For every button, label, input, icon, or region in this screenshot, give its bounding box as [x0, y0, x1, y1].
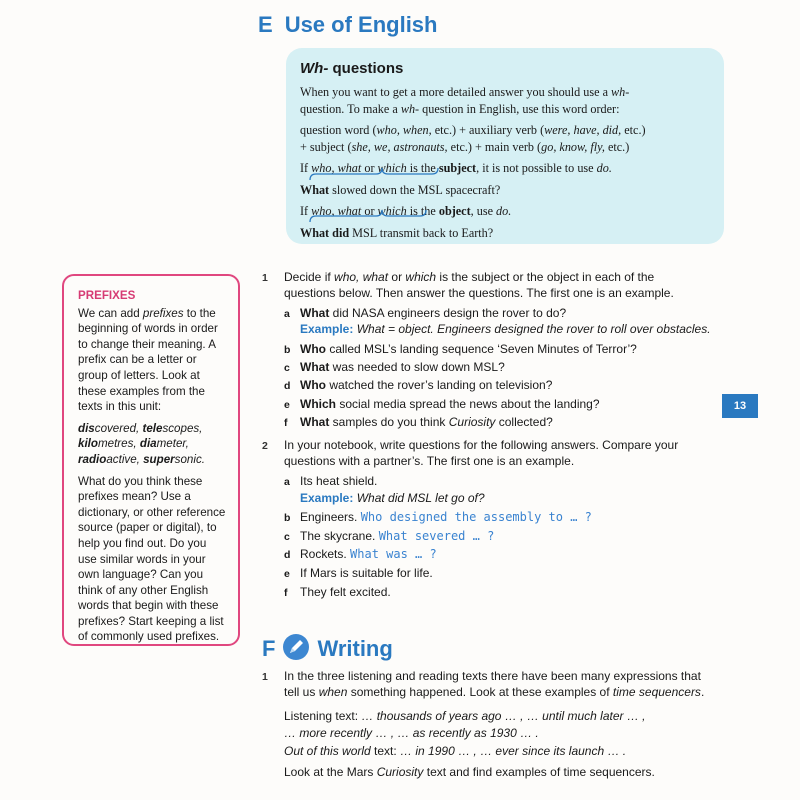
- exercise-item: d Rockets. What was … ?: [284, 547, 437, 561]
- exercise-item: f They felt excited.: [284, 585, 391, 599]
- object-rule: If who, what or which is the object, use do.: [300, 204, 512, 218]
- exercise-2-instructions: In your notebook, write questions for the following answers. Compare your questions with a partner’s. The first one is an example.: [284, 438, 679, 468]
- section-e-heading: [258, 12, 437, 38]
- exercise-item: e Which social media spread the news about the landing?: [284, 397, 600, 411]
- word-order-rule: question word (who, when, etc.) + auxiliary verb (were, have, did, etc.) + subject (she, we, astronauts, etc.) + main verb (go, know, fly, etc.): [300, 123, 646, 154]
- exercise-item: b Who called MSL’s landing sequence ‘Seven Minutes of Terror’?: [284, 342, 637, 356]
- exercise-number: 2: [262, 440, 268, 452]
- time-sequencer-examples: … more recently … , … as recently as 1930 … .: [284, 726, 539, 740]
- page-number-tab: 13: [722, 394, 758, 418]
- time-sequencer-examples: Listening text: … thousands of years ago … , … until much later … ,: [284, 709, 646, 723]
- example-answer: Example: What = object. Engineers designed the rover to roll over obstacles.: [300, 322, 711, 336]
- bracket-connectors: [286, 48, 724, 244]
- grammar-title: Wh- questions: [300, 60, 404, 77]
- prefixes-title: PREFIXES: [78, 289, 136, 302]
- section-letter: F: [262, 636, 276, 661]
- exercise-item: c The skycrane. What severed … ?: [284, 529, 495, 543]
- grammar-text: When you want to get a more detailed answer you should use a wh- question. To make a wh- question in English, use this word order:: [300, 85, 630, 116]
- handwritten-answer: Who designed the assembly to … ?: [360, 510, 592, 524]
- exercise-item: c What was needed to slow down MSL?: [284, 360, 505, 374]
- exercise-item: a What did NASA engineers design the rover to do?: [284, 306, 567, 320]
- exercise-item: b Engineers. Who designed the assembly to … ?: [284, 510, 592, 524]
- prefixes-examples: discovered, telescopes, kilometres, diameter, radioactive, supersonic.: [78, 421, 205, 466]
- exercise-item: a Its heat shield.: [284, 474, 378, 488]
- exercise-item: d Who watched the rover’s landing on television?: [284, 378, 553, 392]
- pen-icon: [283, 634, 309, 660]
- time-sequencer-examples: Out of this world text: … in 1990 … , … ever since its launch … .: [284, 744, 627, 758]
- handwritten-answer: What severed … ?: [378, 529, 495, 543]
- section-title: Writing: [317, 636, 393, 661]
- exercise-1-instructions: Decide if who, what or which is the subject or the object in each of the questions below. Then answer the questions. The first one is an example.: [284, 270, 674, 300]
- section-letter: E: [258, 12, 273, 37]
- handwritten-answer: What was … ?: [350, 547, 437, 561]
- writing-instructions: In the three listening and reading texts there have been many expressions that tell us when something happened. Look at these examples of time sequencers.: [284, 669, 705, 699]
- prefixes-intro: We can add prefixes to the beginning of words in order to change their meaning. A prefix can be a letter or group of letters. Look at these examples from the texts in this unit:: [78, 306, 218, 414]
- section-f-heading: [262, 634, 393, 662]
- exercise-item: e If Mars is suitable for life.: [284, 566, 433, 580]
- writing-task: Look at the Mars Curiosity text and find examples of time sequencers.: [284, 765, 655, 779]
- subject-rule: If who, what or which is the subject, it is not possible to use do.: [300, 161, 612, 175]
- exercise-number: 1: [262, 272, 268, 284]
- prefixes-box: [62, 274, 240, 646]
- prefixes-questions: What do you think these prefixes mean? Use a dictionary, or other reference source (paper or digital), to help you find out. Do you use similar words in your own language? Can you think of any other English words that begin with these prefixes? Start keeping a list of commonly used prefixes.: [78, 474, 226, 644]
- exercise-item: f What samples do you think Curiosity collected?: [284, 415, 553, 429]
- section-title: Use of English: [284, 12, 438, 37]
- object-example: What did MSL transmit back to Earth?: [300, 225, 494, 240]
- exercise-number: 1: [262, 671, 268, 683]
- example-answer: Example: What did MSL let go of?: [300, 491, 485, 505]
- subject-example: What slowed down the MSL spacecraft?: [300, 182, 501, 197]
